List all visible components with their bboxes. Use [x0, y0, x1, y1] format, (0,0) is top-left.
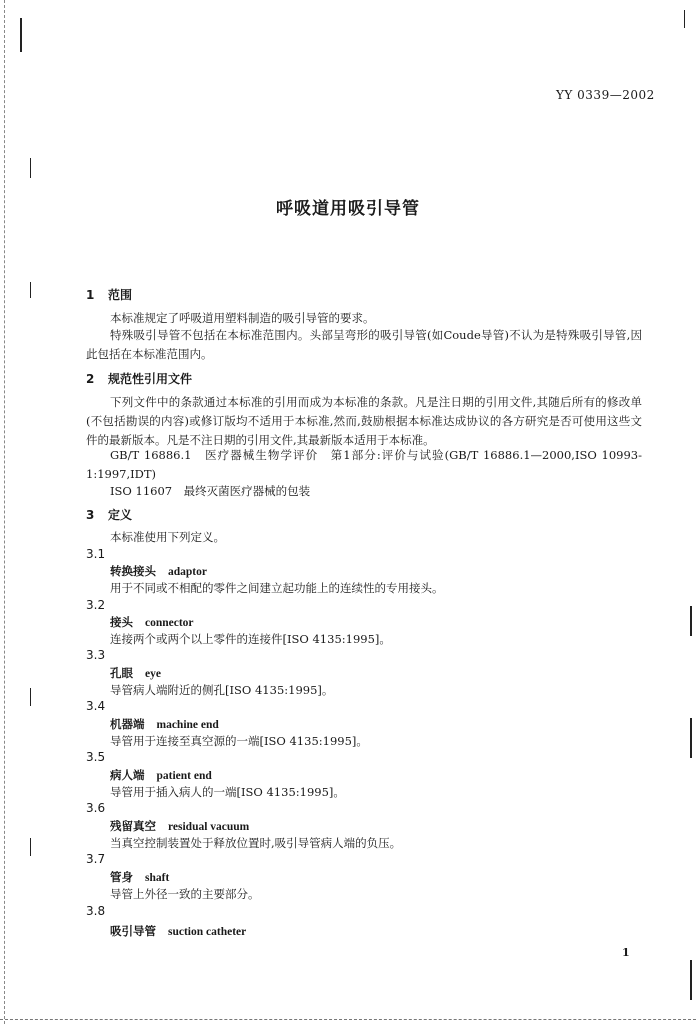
scan-edge-bottom	[0, 1019, 696, 1020]
scan-mark	[30, 158, 31, 178]
term-number: 3.8	[86, 904, 106, 918]
section-3-heading	[86, 506, 132, 523]
section-1-paragraph-2: 特殊吸引导管不包括在本标准范围内。头部呈弯形的吸引导管(如Coude导管)不认为是特殊吸引导管,因此包括在本标准范围内。	[86, 328, 642, 361]
term-zh: 机器端	[110, 717, 145, 731]
section-title: 规范性引用文件	[108, 372, 193, 386]
scan-mark	[30, 688, 31, 706]
term-en: eye	[145, 668, 161, 680]
scan-mark	[30, 282, 31, 298]
page-number: 1	[622, 946, 630, 959]
scan-mark	[30, 838, 31, 856]
term-zh: 残留真空	[110, 819, 156, 833]
term-en: suction catheter	[168, 926, 247, 938]
term-definition: 导管病人端附近的侧孔[ISO 4135:1995]。	[110, 683, 334, 697]
term-name	[110, 869, 169, 885]
term-en: connector	[145, 617, 194, 629]
term-name	[110, 563, 207, 579]
scan-mark	[690, 606, 692, 636]
term-number: 3.2	[86, 598, 106, 612]
section-3-intro: 本标准使用下列定义。	[110, 530, 225, 544]
term-zh: 接头	[110, 615, 133, 629]
reference-2: ISO 11607 最终灭菌医疗器械的包装	[110, 484, 311, 498]
term-en: patient end	[156, 770, 212, 782]
scan-edge-left	[4, 0, 5, 1024]
term-en: residual vacuum	[168, 821, 250, 833]
term-zh: 孔眼	[110, 666, 133, 680]
page-title: 呼吸道用吸引导管	[276, 199, 420, 219]
section-number: 2	[86, 372, 95, 386]
term-en: adaptor	[168, 566, 207, 578]
document-code: YY 0339—2002	[556, 88, 655, 102]
term-zh: 病人端	[110, 768, 145, 782]
scan-mark	[690, 718, 692, 758]
scan-mark	[20, 18, 22, 52]
term-name	[110, 818, 249, 834]
term-definition: 当真空控制装置处于释放位置时,吸引导管病人端的负压。	[110, 836, 402, 850]
term-en: machine end	[156, 719, 219, 731]
term-number: 3.7	[86, 852, 106, 866]
term-name	[110, 716, 219, 732]
section-number: 1	[86, 288, 95, 302]
section-title: 范围	[108, 288, 133, 302]
term-zh: 转换接头	[110, 564, 156, 578]
term-en: shaft	[145, 872, 170, 884]
term-zh: 吸引导管	[110, 924, 156, 938]
section-1-heading	[86, 286, 132, 303]
term-number: 3.5	[86, 750, 106, 764]
section-number: 3	[86, 508, 95, 522]
scan-mark	[684, 10, 685, 28]
term-number: 3.4	[86, 699, 106, 713]
term-name	[110, 767, 212, 783]
term-name	[110, 614, 194, 630]
term-definition: 连接两个或两个以上零件的连接件[ISO 4135:1995]。	[110, 632, 391, 646]
term-name	[110, 923, 246, 939]
term-zh: 管身	[110, 870, 133, 884]
term-number: 3.1	[86, 547, 106, 561]
term-definition: 导管上外径一致的主要部分。	[110, 887, 260, 901]
reference-1: GB/T 16886.1 医疗器械生物学评价 第1部分:评价与试验(GB/T 16886.1—2000,ISO 10993-1:1997,IDT)	[86, 448, 642, 481]
term-definition: 用于不同或不相配的零件之间建立起功能上的连续性的专用接头。	[110, 581, 444, 595]
section-2-heading	[86, 370, 192, 387]
section-title: 定义	[108, 508, 133, 522]
term-definition: 导管用于插入病人的一端[ISO 4135:1995]。	[110, 785, 345, 799]
section-2-paragraph-1: 下列文件中的条款通过本标准的引用而成为本标准的条款。凡是注日期的引用文件,其随后所有的修改单(不包括勘误的内容)或修订版均不适用于本标准,然而,鼓励根据本标准达成协议的各方研究是否可使用这些文件的最新版本。凡是不注日期的引用文件,其最新版本适用于本标准。	[86, 395, 642, 447]
term-number: 3.3	[86, 648, 106, 662]
term-definition: 导管用于连接至真空源的一端[ISO 4135:1995]。	[110, 734, 368, 748]
term-number: 3.6	[86, 801, 106, 815]
term-name	[110, 665, 161, 681]
scan-mark	[690, 960, 692, 1000]
section-1-paragraph-1: 本标准规定了呼吸道用塑料制造的吸引导管的要求。	[110, 311, 375, 325]
